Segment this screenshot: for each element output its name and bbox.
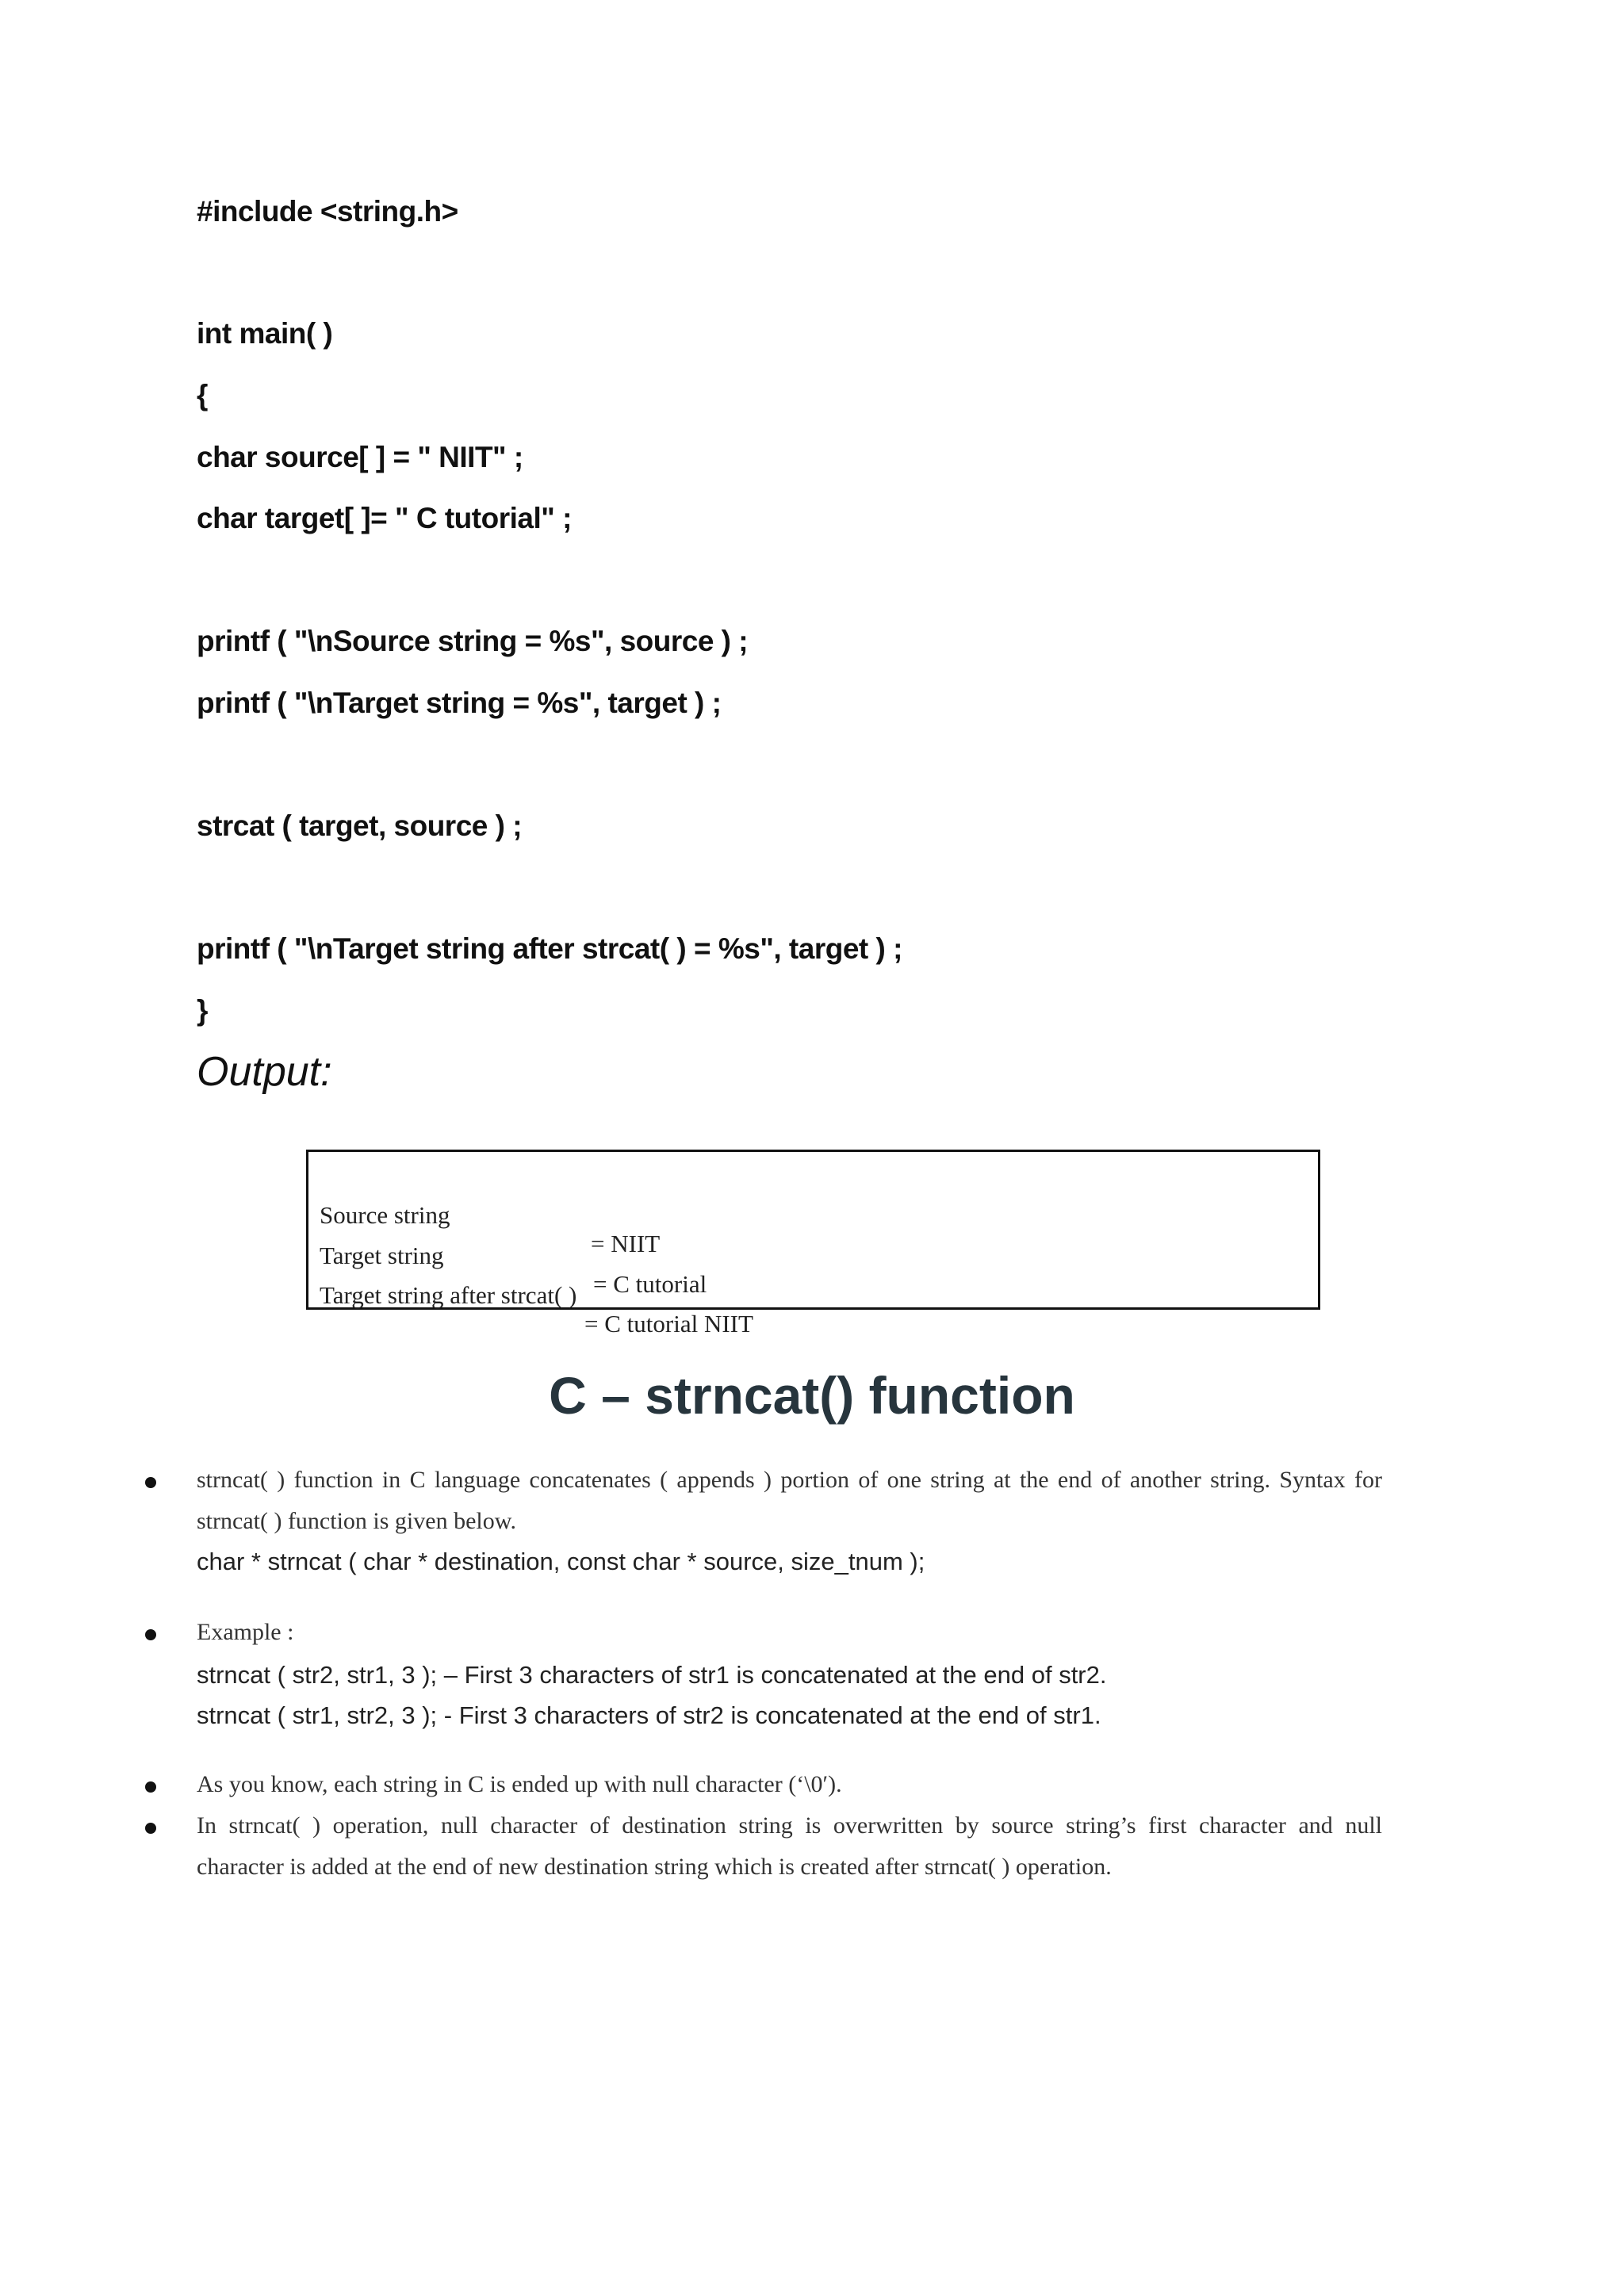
output-row-value: = C tutorial NIIT [584,1310,753,1337]
bullet-icon [145,1781,156,1793]
section-title: C – strncat() function [549,1366,1075,1425]
code-printf-source: printf ( "\nSource string = %s", source ) ; [197,625,749,657]
code-target-declaration: char target[ ]= " C tutorial" ; [197,502,572,534]
bullet-icon [145,1629,156,1640]
output-heading: Output: [197,1049,332,1095]
code-strcat-call: strcat ( target, source ) ; [197,809,523,842]
code-printf-after: printf ( "\nTarget string after strcat( ) = %s", target ) ; [197,932,902,965]
code-printf-target: printf ( "\nTarget string = %s", target ) ; [197,687,722,719]
code-main-signature: int main( ) [197,317,333,350]
output-row-value: = C tutorial [593,1270,707,1298]
output-row-label: Target string after strcat( ) [320,1281,577,1309]
bullet-2-example-1: strncat ( str2, str1, 3 ); – First 3 characters of str1 is concatenated at the end of str2. [197,1661,1107,1689]
bullet-1-syntax: char * strncat ( char * destination, const char * source, size_tnum ); [197,1548,925,1575]
output-row-label: Source string [320,1201,450,1229]
output-row-target-after [320,1253,753,1367]
bullet-icon [145,1477,156,1488]
code-include-line: #include <string.h> [197,195,458,228]
code-source-declaration: char source[ ] = " NIIT" ; [197,441,523,473]
code-close-brace: } [197,994,208,1027]
bullet-1-line-2: strncat( ) function is given below. [197,1508,516,1534]
output-row-label: Target string [320,1242,444,1269]
bullet-icon [145,1823,156,1834]
output-box [306,1150,1320,1337]
bullet-4-line-2: character is added at the end of new destination string which is created after strncat( ) operation. [197,1854,1112,1880]
bullet-3-text: As you know, each string in C is ended up with null character (‘\0′). [197,1771,842,1797]
bullet-1-line-1: strncat( ) function in C language concatenates ( appends ) portion of one string at the end of another string. Syntax for [197,1467,1382,1493]
code-open-brace: { [197,379,208,411]
bullet-2-example-2: strncat ( str1, str2, 3 ); - First 3 characters of str2 is concatenated at the end of str1. [197,1701,1101,1729]
bullet-2-label: Example : [197,1619,294,1645]
bullet-4-line-1: In strncat( ) operation, null character of destination string is overwritten by source string’s first character and null [197,1812,1382,1839]
output-row-value: = NIIT [591,1230,661,1257]
